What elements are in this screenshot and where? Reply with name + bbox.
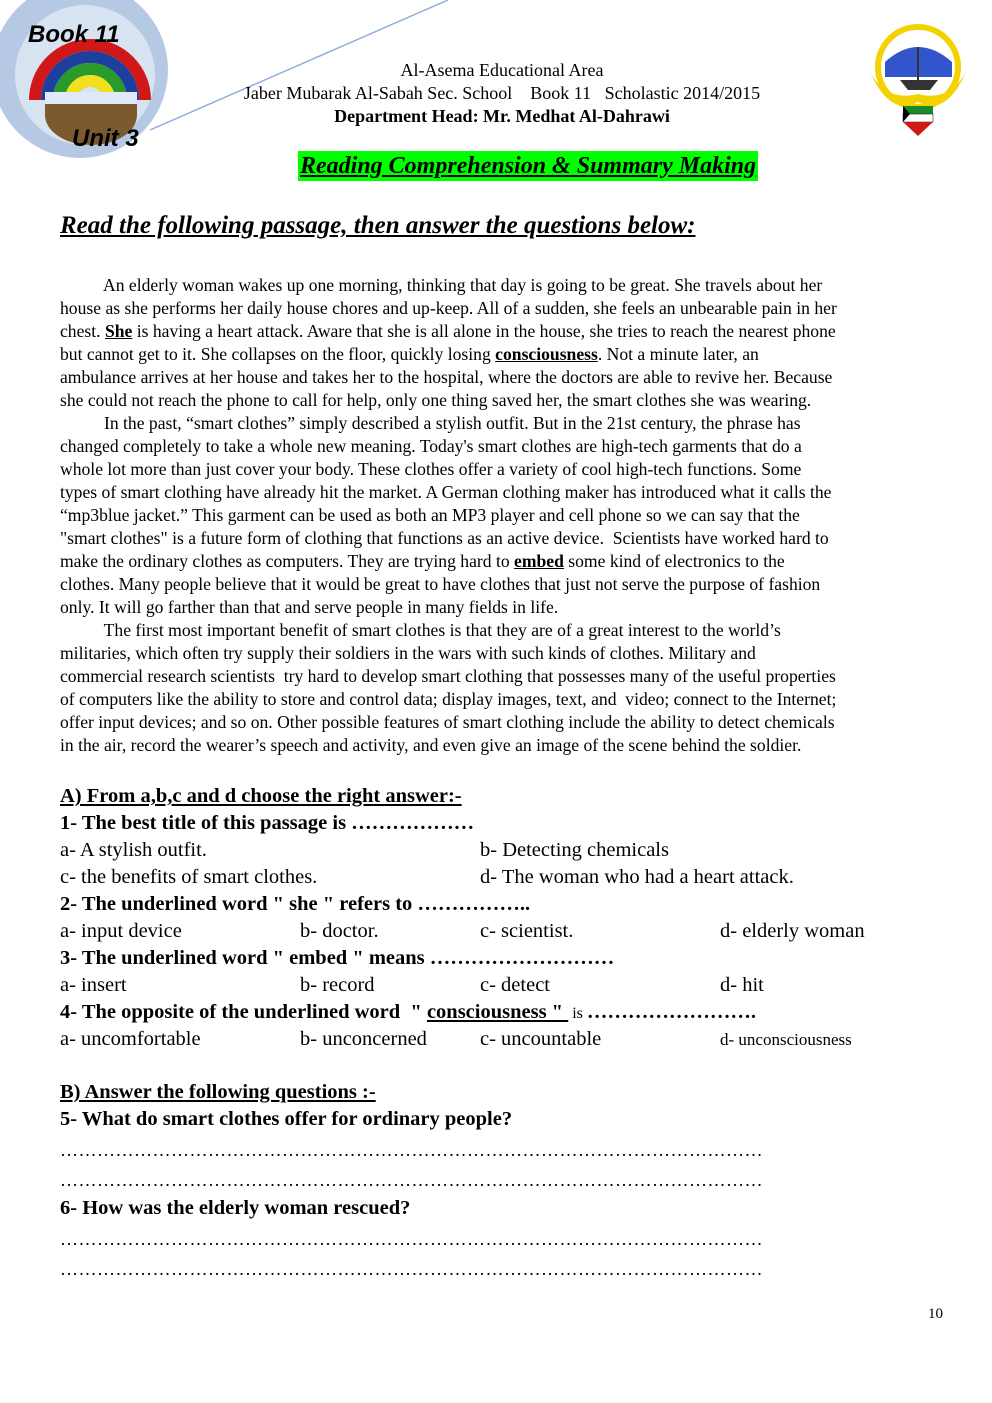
- passage-line: [60, 435, 950, 458]
- q4-underlined-word: consciousness ": [426, 1001, 569, 1023]
- underlined-word: She: [104, 321, 133, 341]
- passage-text: commercial research scientists try hard to develop smart clothing that possesses many of the useful properties: [60, 666, 836, 686]
- q3-option-d[interactable]: d- hit: [720, 974, 764, 996]
- question-6: 6- How was the elderly woman rescued?: [60, 1197, 411, 1219]
- q1-option-d[interactable]: d- The woman who had a heart attack.: [480, 866, 794, 888]
- passage-line: [60, 550, 950, 573]
- passage-line: [60, 504, 950, 527]
- q4-is: is: [568, 1005, 587, 1022]
- passage-text: . Not a minute later, an: [597, 344, 759, 364]
- passage-text: only. It will go farther than that and serve people in many fields in life.: [60, 597, 559, 617]
- q2-option-b[interactable]: b- doctor.: [300, 920, 379, 942]
- q4-stem-text: 4- The opposite of the underlined word ": [60, 1001, 427, 1023]
- answer-line[interactable]: ……………………………………………………………………………………………………: [60, 1259, 763, 1279]
- q1-option-c[interactable]: c- the benefits of smart clothes.: [60, 866, 318, 888]
- passage-text: chest.: [60, 321, 105, 341]
- underlined-word: embed: [514, 551, 564, 571]
- passage-text: make the ordinary clothes as computers. They are trying hard to: [60, 551, 515, 571]
- q3-option-b[interactable]: b- record: [300, 974, 375, 996]
- passage-text: ambulance arrives at her house and takes her to the hospital, where the doctors are able to revive her. Because: [60, 367, 833, 387]
- passage-line: [60, 412, 950, 435]
- passage-line: [60, 297, 950, 320]
- header-area: Al-Asema Educational Area: [400, 60, 604, 80]
- question-3-stem: 3- The underlined word " embed " means ………………………: [60, 947, 615, 969]
- passage-text: whole lot more than just cover your body. These clothes offer a variety of cool high-tech functions. Some: [60, 459, 802, 479]
- passage-text: clothes. Many people believe that it would be great to have clothes that just not serve the purpose of fashion: [60, 574, 821, 594]
- passage-line: [60, 481, 950, 504]
- logo-book-text: Book 11: [28, 21, 120, 48]
- passage-text: “mp3blue jacket.” This garment can be used as both an MP3 player and cell phone so we can say that the: [60, 505, 800, 525]
- logo-unit-text: Unit 3: [72, 125, 139, 152]
- q2-option-d[interactable]: d- elderly woman: [720, 920, 865, 942]
- section-a-heading: A) From a,b,c and d choose the right answer:-: [60, 785, 462, 807]
- instruction-heading: Read the following passage, then answer the questions below:: [60, 212, 696, 239]
- q3-option-c[interactable]: c- detect: [480, 974, 550, 996]
- answer-line[interactable]: ……………………………………………………………………………………………………: [60, 1170, 763, 1190]
- underlined-word: consciousness: [495, 344, 598, 364]
- passage-line: [60, 596, 950, 619]
- passage-line: [60, 527, 950, 550]
- passage-line: [60, 711, 950, 734]
- q4-option-a[interactable]: a- uncomfortable: [60, 1028, 201, 1050]
- header-department: Department Head: Mr. Medhat Al-Dahrawi: [334, 106, 670, 126]
- passage-text: of computers like the ability to store and control data; display images, text, and video; connect to the Internet;: [60, 689, 837, 709]
- q1-option-b[interactable]: b- Detecting chemicals: [480, 839, 669, 861]
- passage-text: is having a heart attack. Aware that she is all alone in the house, she tries to reach the nearest phone: [132, 321, 836, 341]
- passage-line: [60, 389, 950, 412]
- passage-text: militaries, which often try supply their soldiers in the wars with such kinds of clothes. Military and: [60, 643, 756, 663]
- passage-text: An elderly woman wakes up one morning, thinking that day is going to be great. She travels about her: [60, 275, 823, 295]
- answer-line[interactable]: ……………………………………………………………………………………………………: [60, 1140, 763, 1160]
- question-1-stem: 1- The best title of this passage is ………………: [60, 812, 475, 834]
- worksheet-title: Reading Comprehension & Summary Making: [300, 153, 757, 179]
- q3-option-a[interactable]: a- insert: [60, 974, 127, 996]
- passage-line: [60, 320, 950, 343]
- passage-text: in the air, record the wearer’s speech and activity, and even give an image of the scene behind the soldier.: [60, 735, 802, 755]
- kuwait-emblem-icon: [860, 22, 978, 140]
- passage-text: types of smart clothing have already hit the market. A German clothing maker has introduced what it calls the: [60, 482, 832, 502]
- q2-option-c[interactable]: c- scientist.: [480, 920, 574, 942]
- question-5: 5- What do smart clothes offer for ordinary people?: [60, 1108, 513, 1130]
- reading-passage: [60, 274, 950, 757]
- passage-line: [60, 734, 950, 757]
- header-school: Jaber Mubarak Al-Sabah Sec. School Book 11 Scholastic 2014/2015: [243, 83, 761, 103]
- q4-dots: …………………….: [586, 1001, 756, 1023]
- q4-option-b[interactable]: b- unconcerned: [300, 1028, 427, 1050]
- q4-option-d[interactable]: d- unconsciousness: [720, 1030, 852, 1049]
- passage-line: [60, 573, 950, 596]
- q4-option-c[interactable]: c- uncountable: [480, 1028, 602, 1050]
- section-b-heading: B) Answer the following questions :-: [60, 1081, 376, 1103]
- passage-text: some kind of electronics to the: [563, 551, 785, 571]
- passage-line: [60, 274, 950, 297]
- passage-line: [60, 642, 950, 665]
- passage-text: changed completely to take a whole new meaning. Today's smart clothes are high-tech garments that do a: [60, 436, 802, 456]
- passage-text: offer input devices; and so on. Other possible features of smart clothing include the ability to detect chemicals: [60, 712, 835, 732]
- passage-text: "smart clothes" is a future form of clothing that functions as an active device. Scientists have worked hard to: [60, 528, 829, 548]
- passage-text: The first most important benefit of smart clothes is that they are of a great interest to the world’s: [60, 620, 781, 640]
- passage-line: [60, 366, 950, 389]
- passage-text: house as she performs her daily house chores and up-keep. All of a sudden, she feels an unbearable pain in her: [60, 298, 837, 318]
- passage-text: she could not reach the phone to call for help, only one thing saved her, the smart clothes she was wearing.: [60, 390, 812, 410]
- q2-option-a[interactable]: a- input device: [60, 920, 182, 942]
- answer-line[interactable]: ……………………………………………………………………………………………………: [60, 1229, 763, 1249]
- passage-text: but cannot get to it. She collapses on the floor, quickly losing: [60, 344, 496, 364]
- passage-text: In the past, “smart clothes” simply described a stylish outfit. But in the 21st century, the phrase has: [60, 413, 801, 433]
- page-number: 10: [928, 1306, 943, 1322]
- passage-line: [60, 619, 950, 642]
- question-2-stem: 2- The underlined word " she " refers to ……………..: [60, 893, 531, 915]
- passage-line: [60, 343, 950, 366]
- passage-line: [60, 688, 950, 711]
- passage-line: [60, 665, 950, 688]
- passage-line: [60, 458, 950, 481]
- q1-option-a[interactable]: a- A stylish outfit.: [60, 839, 207, 861]
- question-4-stem: [60, 1001, 756, 1024]
